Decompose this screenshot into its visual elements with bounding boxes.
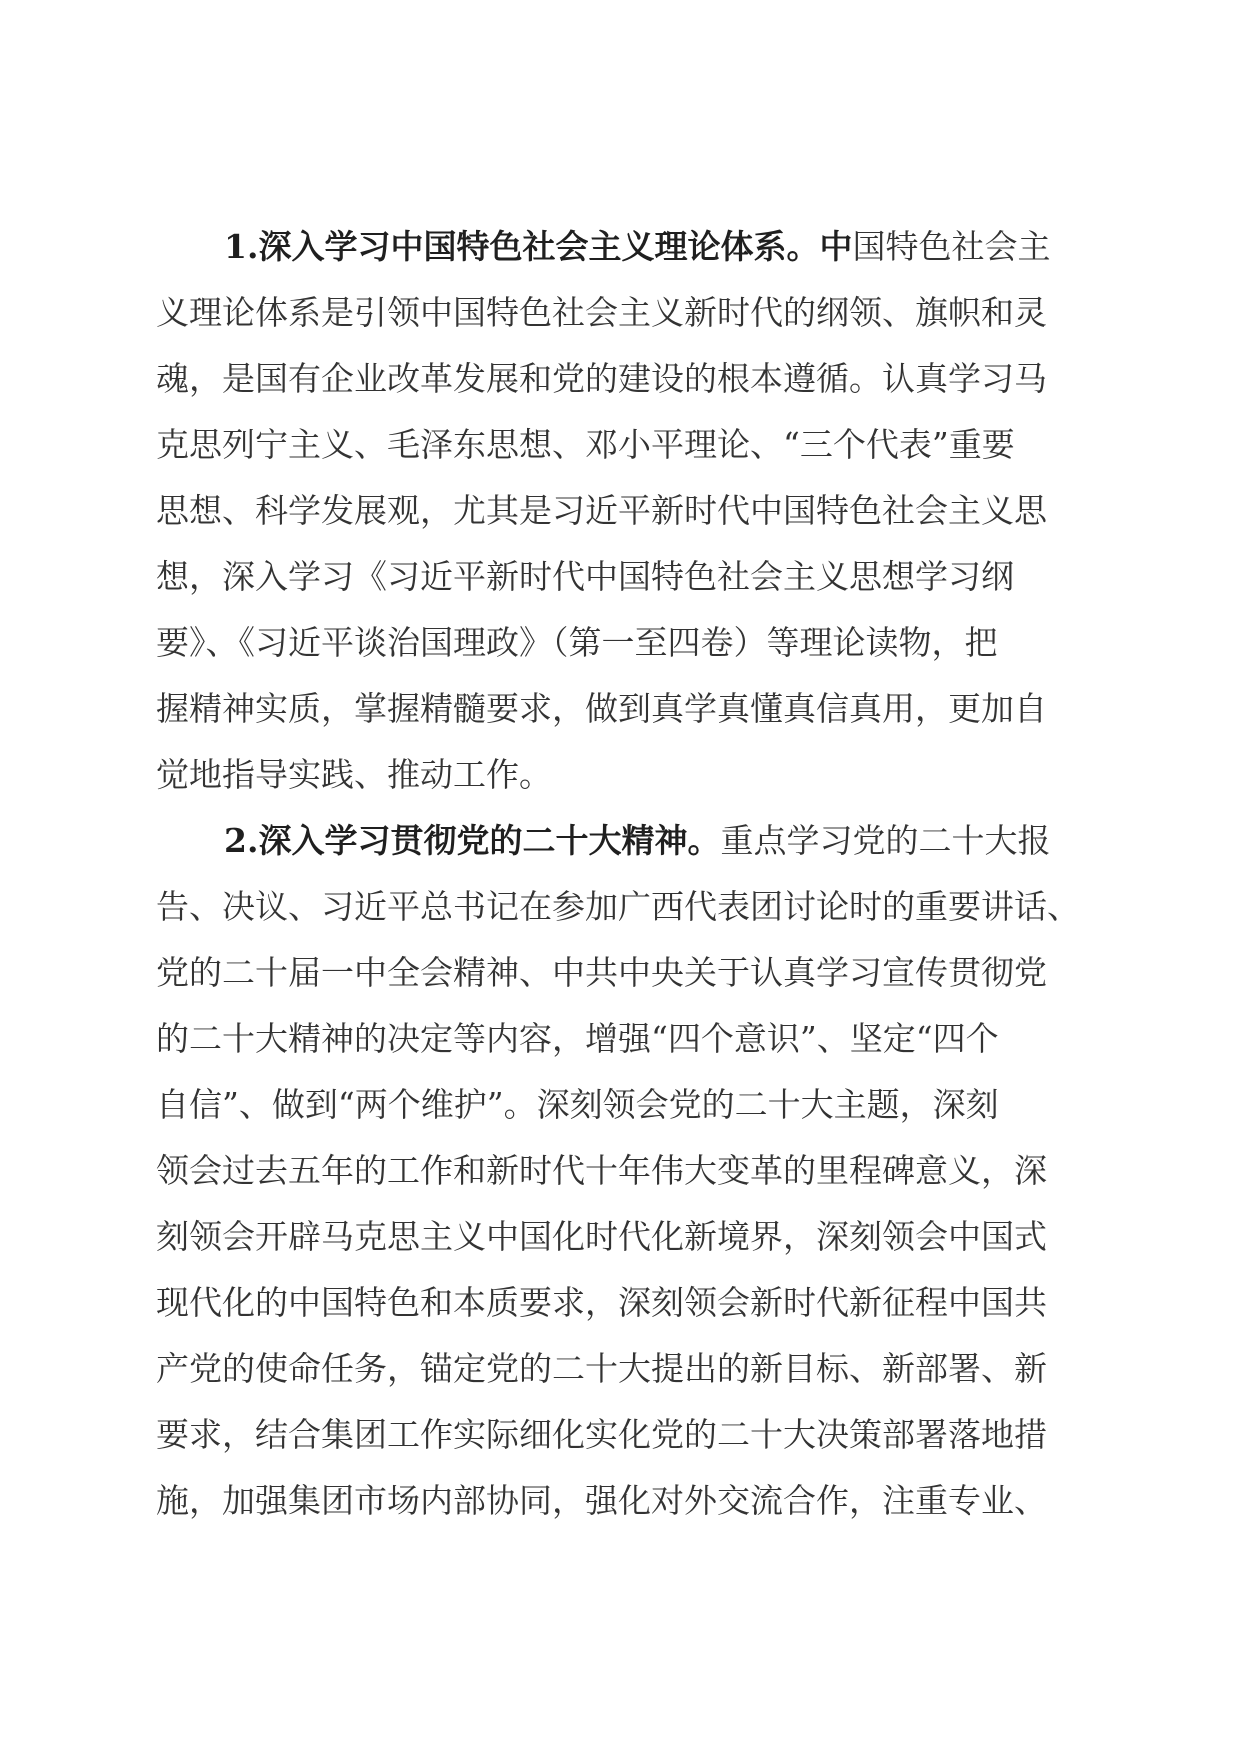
paragraph-2 <box>156 808 1080 1534</box>
paragraph-2-line-3: 党的二十届一中全会精神、中共中央关于认真学习宣传贯彻党 <box>156 953 1047 992</box>
paragraph-2-line-9: 产党的使命任务，锚定党的二十大提出的新目标、新部署、新 <box>156 1349 1047 1388</box>
paragraph-1-line-7: 要》、《习近平谈治国理政》（第一至四卷）等理论读物，把 <box>156 623 998 662</box>
paragraph-2-line-5: 自信”、做到“两个维护”。深刻领会党的二十大主题，深刻 <box>156 1085 999 1124</box>
paragraph-2-line-1: 重点学习党的二十大报 <box>720 821 1051 860</box>
paragraph-2-line-7: 刻领会开辟马克思主义中国化时代化新境界，深刻领会中国式 <box>156 1217 1047 1256</box>
paragraph-1-line-1: 国特色社会主 <box>852 227 1051 266</box>
paragraph-2-line-2: 告、决议、习近平总书记在参加广西代表团讨论时的重要讲话、 <box>156 887 1080 926</box>
paragraph-1-line-5: 思想、科学发展观，尤其是习近平新时代中国特色社会主义思 <box>156 491 1047 530</box>
paragraph-2-line-8: 现代化的中国特色和本质要求，深刻领会新时代新征程中国共 <box>156 1283 1047 1322</box>
paragraph-2-line-6: 领会过去五年的工作和新时代十年伟大变革的里程碑意义，深 <box>156 1151 1047 1190</box>
paragraph-1-heading: 1.深入学习中国特色社会主义理论体系。中 <box>224 227 853 266</box>
paragraph-2-line-11: 施，加强集团市场内部协同，强化对外交流合作，注重专业、 <box>156 1481 1047 1520</box>
paragraph-1-line-8: 握精神实质，掌握精髓要求，做到真学真懂真信真用，更加自 <box>156 689 1047 728</box>
paragraph-1-line-9: 觉地指导实践、推动工作。 <box>156 755 552 794</box>
paragraph-1-line-4: 克思列宁主义、毛泽东思想、邓小平理论、“三个代表”重要 <box>156 425 1015 464</box>
paragraph-1-line-2: 义理论体系是引领中国特色社会主义新时代的纲领、旗帜和灵 <box>156 293 1047 332</box>
paragraph-1 <box>156 214 1062 808</box>
paragraph-2-line-10: 要求，结合集团工作实际细化实化党的二十大决策部署落地措 <box>156 1415 1047 1454</box>
document-body <box>156 214 1080 1534</box>
paragraph-2-line-4: 的二十大精神的决定等内容，增强“四个意识”、坚定“四个 <box>156 1019 999 1058</box>
paragraph-1-line-3: 魂，是国有企业改革发展和党的建设的根本遵循。认真学习马 <box>156 359 1047 398</box>
paragraph-2-heading: 2.深入学习贯彻党的二十大精神。 <box>224 821 721 860</box>
paragraph-1-line-6: 想，深入学习《习近平新时代中国特色社会主义思想学习纲 <box>156 557 1014 596</box>
